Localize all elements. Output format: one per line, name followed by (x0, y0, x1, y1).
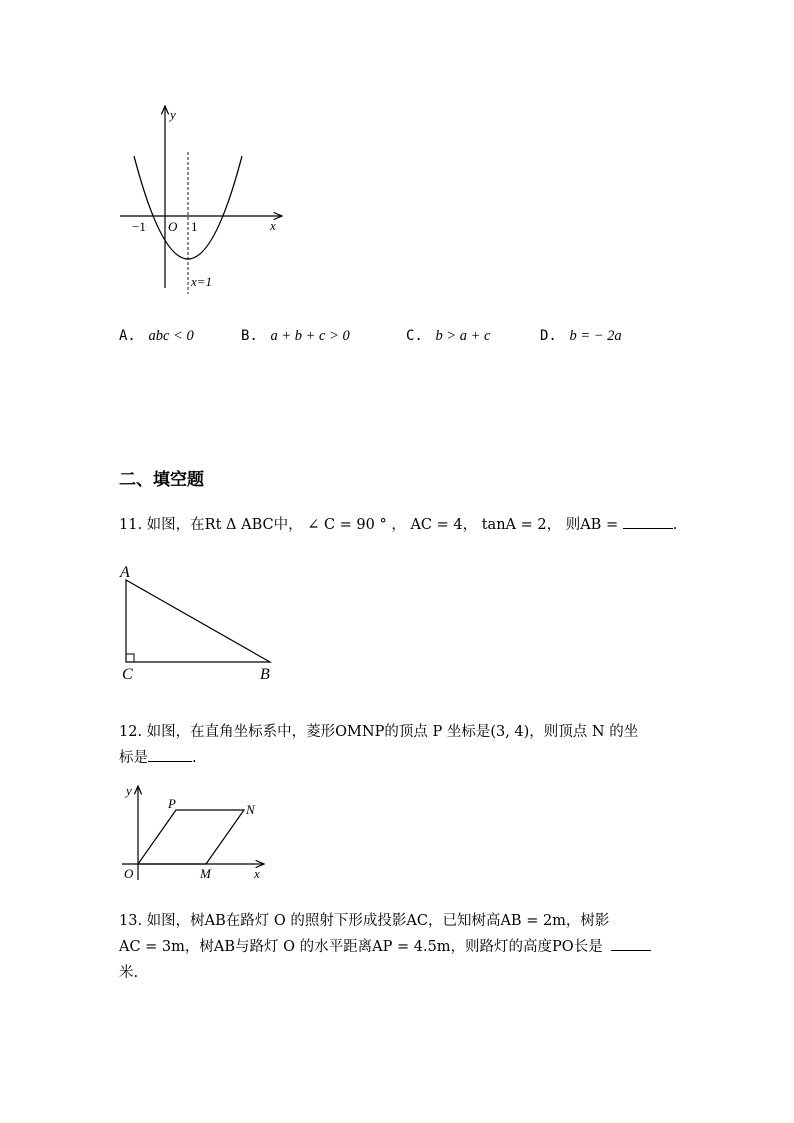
y-axis-label: y (170, 107, 176, 122)
x-axis-label: x (270, 218, 276, 233)
triangle-abc (126, 580, 270, 662)
vertex-a-label: A (120, 564, 130, 581)
option-a[interactable] (119, 328, 194, 345)
q11-body: 如图，在Rt Δ ABC中， ∠ C = 90 ° ， AC = 4， tanA = 2， 则AB = (146, 517, 619, 533)
q13-line3: 米. (119, 965, 139, 981)
option-d[interactable] (540, 328, 622, 345)
rhombus-figure (114, 780, 274, 885)
tick-neg1-label: −1 (132, 219, 146, 234)
q12-answer-blank[interactable] (148, 747, 192, 762)
vertex-p-label: P (168, 796, 176, 811)
q12-line2-text: 标是 (119, 750, 148, 766)
q12-line2 (119, 746, 197, 767)
q12-end: . (192, 750, 197, 766)
right-angle-mark (126, 654, 134, 662)
q13-line2 (119, 935, 651, 956)
q13-line2-text: AC = 3m，树AB与路灯 O 的水平距离AP = 4.5m，则路灯的高度PO长是 (119, 939, 603, 955)
q13-answer-blank[interactable] (611, 936, 651, 951)
triangle-figure (112, 560, 287, 688)
parabola-figure (110, 100, 290, 300)
vertex-c-label: C (122, 666, 133, 683)
x-axis-label: x (254, 866, 260, 881)
option-b[interactable] (241, 328, 350, 345)
q13-line1: 13. 如图，树AB在路灯 O 的照射下形成投影AC，已知树高AB = 2m，树影 (119, 913, 610, 929)
vertex-n-label: N (246, 802, 255, 817)
vertex-b-label: B (260, 666, 270, 683)
option-a-expr: abc < 0 (148, 328, 194, 344)
option-b-expr: a + b + c > 0 (270, 328, 350, 344)
symmetry-axis-label: x=1 (191, 274, 213, 289)
option-d-label: D. (540, 328, 557, 344)
y-axis-label: y (126, 783, 132, 798)
tick-1-label: 1 (191, 219, 198, 234)
option-c-label: C. (406, 328, 423, 344)
option-c-expr: b > a + c (435, 328, 491, 344)
q12-line1: 12. 如图，在直角坐标系中，菱形OMNP的顶点 P 坐标是(3, 4)，则顶点 N 的坐 (119, 724, 639, 740)
q11-answer-blank[interactable] (623, 514, 673, 529)
option-c[interactable] (406, 328, 490, 345)
q11-end: . (672, 517, 678, 533)
q11-text (119, 513, 677, 534)
rhombus-omnp (138, 810, 244, 864)
section-title: 二、填空题 (119, 470, 204, 490)
vertex-m-label: M (200, 866, 211, 881)
option-b-label: B. (241, 328, 258, 344)
origin-label: O (168, 219, 178, 234)
origin-label: O (124, 866, 134, 881)
option-d-expr: b = − 2a (569, 328, 622, 344)
option-a-label: A. (119, 328, 136, 344)
q11-number: 11. (119, 517, 143, 533)
